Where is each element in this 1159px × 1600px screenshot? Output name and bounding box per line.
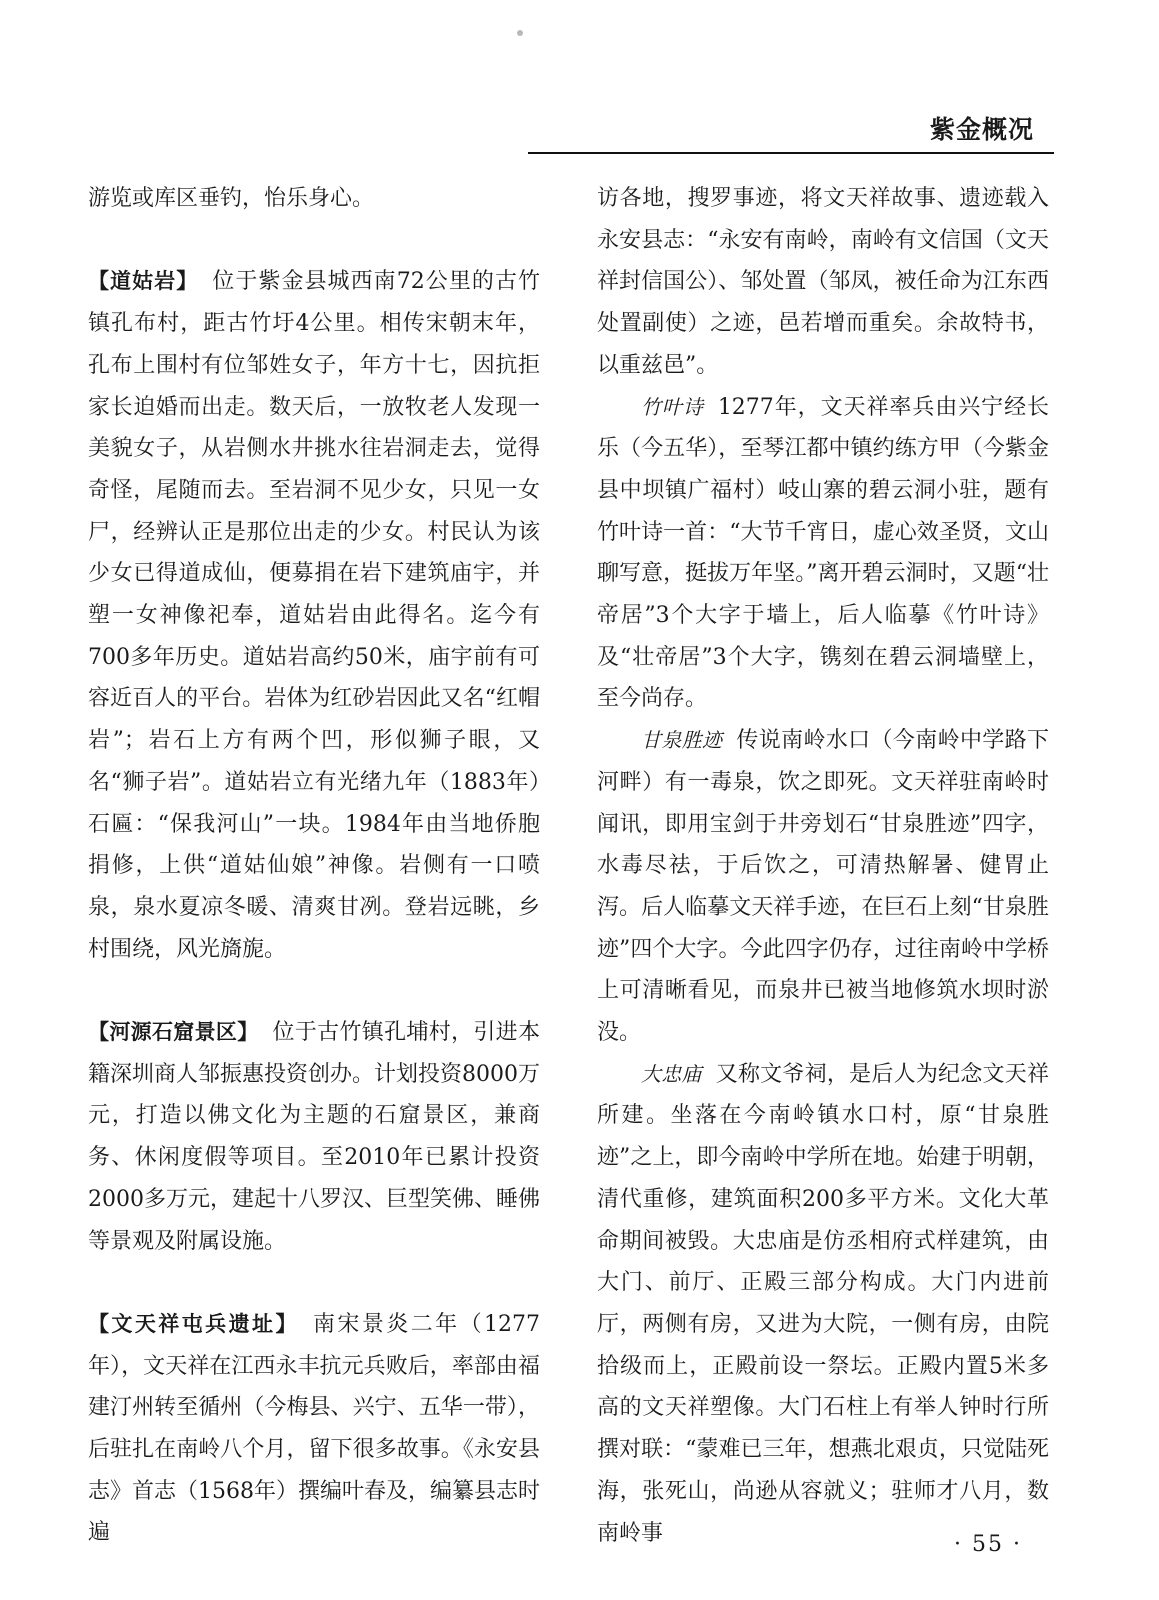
continuation-paragraph: 游览或库区垂钓，怡乐身心。 [88, 186, 375, 211]
entry-body: 位于古竹镇孔埔村，引进本籍深圳商人邹振惠投资创办。计划投资8000万元，打造以佛文化为主题的石窟景区，兼商务、休闲度假等项目。至2010年已累计投资2000多万元，建起十八罗汉、巨型笑佛、睡佛等景观及附属设施。 [88, 1020, 540, 1254]
entry-title: 【河源石窟景区】 [88, 1020, 259, 1045]
subentry-body: 又称文爷祠，是后人为纪念文天祥所建。坐落在今南岭镇水口村，原“甘泉胜迹”之上，即今南岭中学所在地。始建于明朝，清代重修，建筑面积200多平方米。文化大革命期间被毁。大忠庙是仿丞相府式样建筑，由大门、前厅、正殿三部分构成。大门内进前厅，两侧有房，又进为大院，一侧有房，由院拾级而上，正殿前设一祭坛。正殿内置5米多高的文天祥塑像。大门石柱上有举人钟时行所撰对联：“蒙难已三年，想燕北艰贞，只觉陆死海，张死山，尚逊从容就义；驻师才八月，数南岭事 [597, 1061, 1049, 1546]
subentry-body: 1277年，文天祥率兵由兴宁经长乐（今五华），至琴江都中镇约练方甲（今紫金县中坝镇广福村）岐山寨的碧云洞小驻，题有竹叶诗一首：“大节千宵日，虚心效圣贤，文山聊写意，挺拔万年坚。”离开碧云洞时，又题“壮帝居”3个大字于墙上，后人临摹《竹叶诗》及“壮帝居”3个大字，镌刻在碧云洞墙壁上，至今尚存。 [597, 394, 1050, 712]
continuation-paragraph: 访各地，搜罗事迹，将文天祥故事、遗迹载入永安县志：“永安有南岭，南岭有文信国（文天祥封信国公）、邹处置（邹凤，被任命为江东西处置副使）之迹，邑若增而重矣。余故特书，以重兹邑”。 [597, 186, 1049, 378]
running-header-title: 紫金概况 [929, 115, 1034, 144]
subentry-title: 甘泉胜迹 [641, 728, 723, 753]
subentry-dazhong-temple [597, 1054, 1049, 1554]
page-number: · 55 · [954, 1532, 1022, 1557]
entry-title: 【道姑岩】 [88, 269, 199, 294]
header-rule [528, 152, 1054, 154]
subentry-title: 竹叶诗 [641, 394, 704, 419]
subentry-title: 大忠庙 [641, 1061, 702, 1086]
right-column [597, 178, 1049, 1554]
subentry-sweet-spring [597, 720, 1049, 1054]
left-column [88, 178, 540, 1554]
entry-wen-tianxiang-camp [88, 1304, 540, 1554]
subentry-body: 传说南岭水口（今南岭中学路下河畔）有一毒泉，饮之即死。文天祥驻南岭时闻讯，即用宝剑于井旁划石“甘泉胜迹”四字，水毒尽祛，于后饮之，可清热解暑、健胃止泻。后人临摹文天祥手迹，在巨石上刻“甘泉胜迹”四个大字。今此四字仍存，过往南岭中学桥上可清晰看见，而泉井已被当地修筑水坝时淤没。 [597, 728, 1049, 1046]
scan-speck [517, 30, 523, 36]
subentry-bamboo-poem [597, 387, 1049, 721]
entry-body: 位于紫金县城西南72公里的古竹镇孔布村，距古竹圩4公里。相传宋朝末年，孔布上围村有位邹姓女子，年方十七，因抗拒家长迫婚而出走。数天后，一放牧老人发现一美貌女子，从岩侧水井挑水往岩洞走去，觉得奇怪，尾随而去。至岩洞不见少女，只见一女尸，经辨认正是那位出走的少女。村民认为该少女已得道成仙，便募捐在岩下建筑庙宇，并塑一女神像祀奉，道姑岩由此得名。迄今有700多年历史。道姑岩高约50米，庙宇前有可容近百人的平台。岩体为红砂岩因此又名“红帽岩”；岩石上方有两个凹，形似狮子眼，又名“狮子岩”。道姑岩立有光绪九年（1883年）石匾：“保我河山”一块。1984年由当地侨胞捐修，上供“道姑仙娘”神像。岩侧有一口喷泉，泉水夏凉冬暖、清爽甘冽。登岩远眺，乡村围绕，风光旖旎。 [88, 269, 540, 962]
entry-title: 【文天祥屯兵遗址】 [88, 1311, 299, 1336]
entry-body: 南宋景炎二年（1277年），文天祥在江西永丰抗元兵败后，率部由福建汀州转至循州（今梅县、兴宁、五华一带），后驻扎在南岭八个月，留下很多故事。《永安县志》首志（1568年）撰编叶春及，编纂县志时遍 [88, 1311, 540, 1546]
entry-daogu-rock [88, 261, 540, 970]
entry-heyuan-grottoes [88, 1012, 540, 1262]
